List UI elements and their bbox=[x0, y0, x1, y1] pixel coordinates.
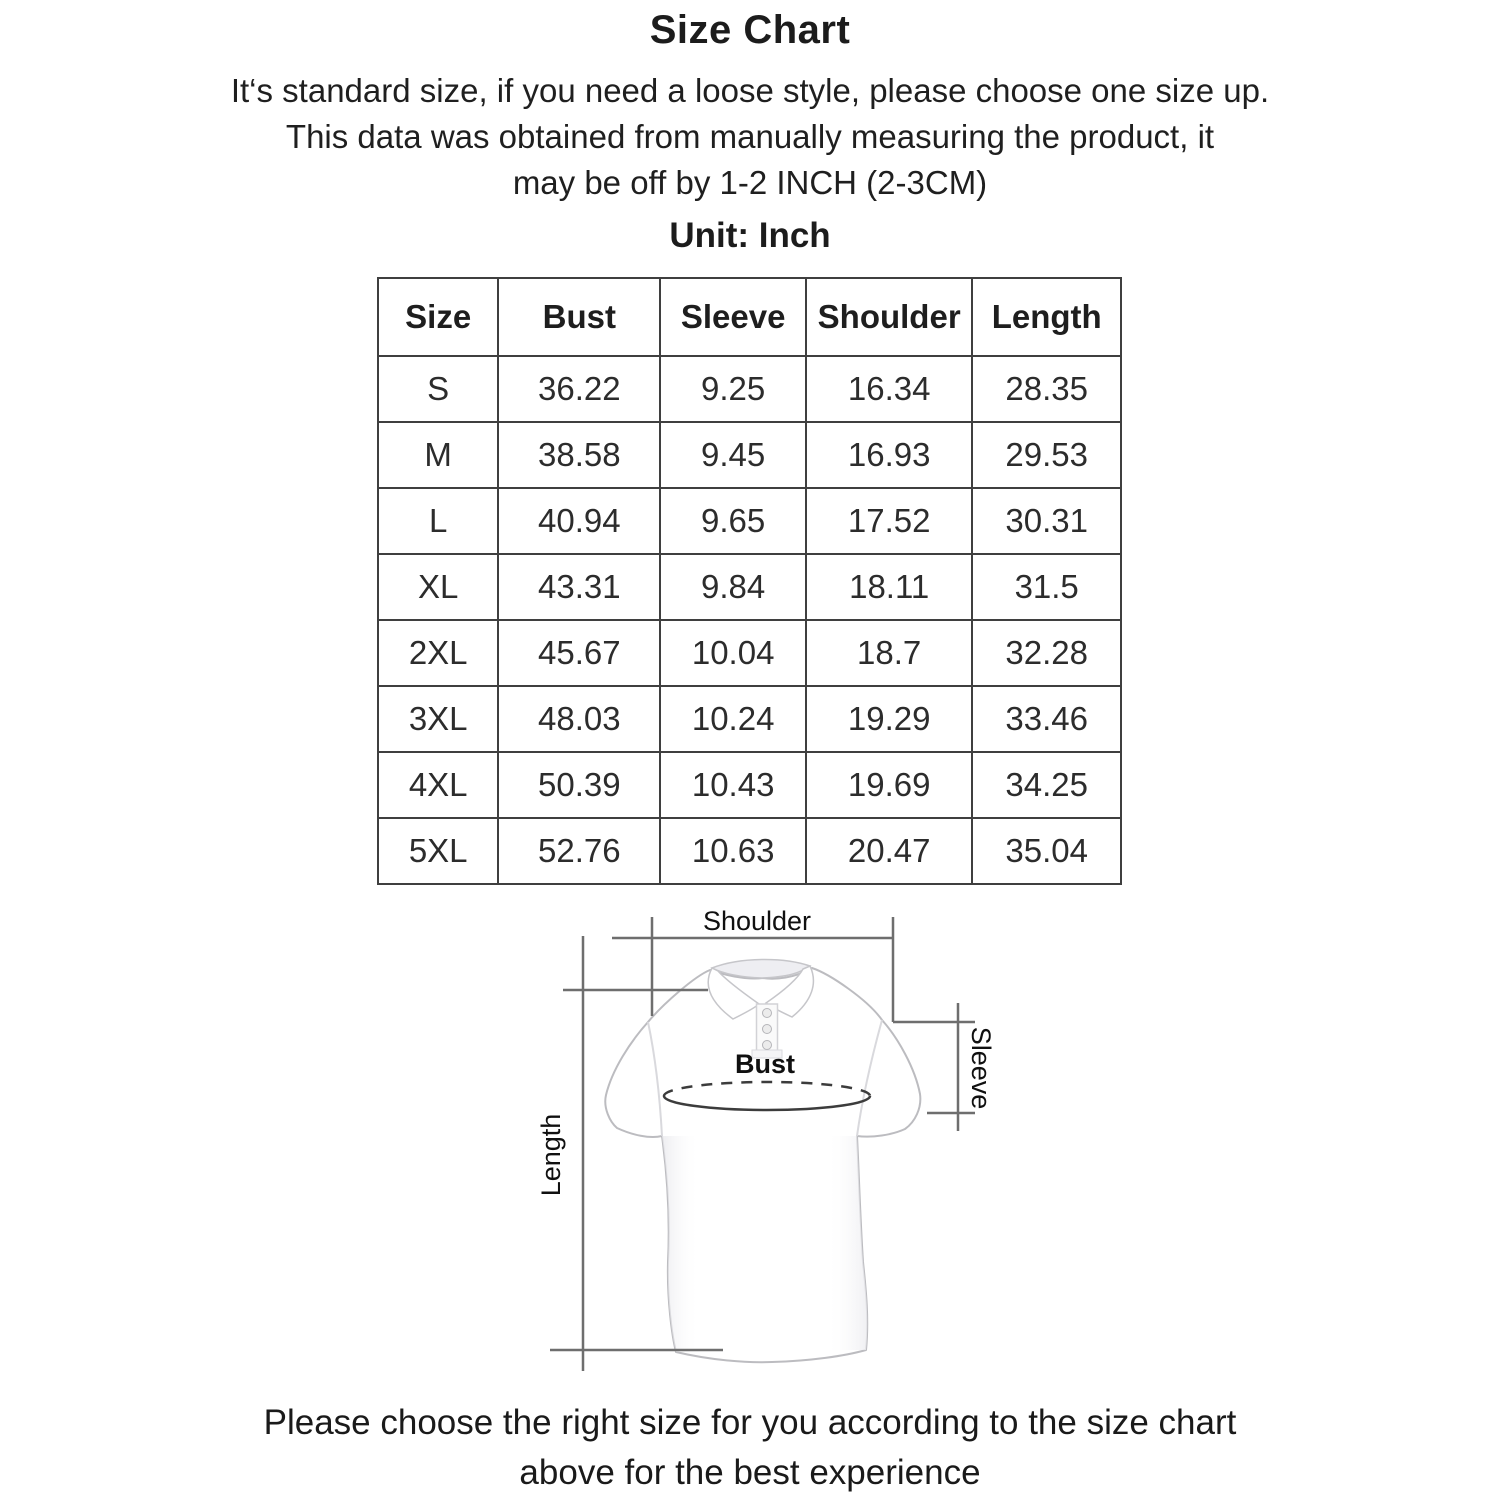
description-line: It‘s standard size, if you need a loose style, please choose one size up. bbox=[230, 72, 1270, 109]
table-row bbox=[378, 554, 1121, 620]
table-cell: 9.45 bbox=[660, 422, 806, 488]
table-cell: 52.76 bbox=[498, 818, 660, 884]
size-table bbox=[377, 277, 1122, 885]
description-line: This data was obtained from manually measuring the product, it bbox=[285, 118, 1215, 155]
table-cell: 10.43 bbox=[660, 752, 806, 818]
table-cell: 5XL bbox=[378, 818, 498, 884]
button bbox=[763, 1009, 772, 1018]
size-table-container bbox=[377, 277, 1122, 885]
table-cell: 38.58 bbox=[498, 422, 660, 488]
table-cell: S bbox=[378, 356, 498, 422]
sleeve-label: Sleeve bbox=[966, 1026, 996, 1110]
footer-line: Please choose the right size for you according to the size chart bbox=[263, 1403, 1237, 1442]
table-row bbox=[378, 356, 1121, 422]
table-row bbox=[378, 752, 1121, 818]
table-cell: 40.94 bbox=[498, 488, 660, 554]
polo-shirt-illustration bbox=[605, 959, 920, 1362]
table-cell: 4XL bbox=[378, 752, 498, 818]
table-cell: 9.65 bbox=[660, 488, 806, 554]
table-cell: 50.39 bbox=[498, 752, 660, 818]
table-cell: 16.34 bbox=[806, 356, 972, 422]
table-cell: 3XL bbox=[378, 686, 498, 752]
table-row bbox=[378, 620, 1121, 686]
table-cell: 29.53 bbox=[972, 422, 1121, 488]
size-table-header-row bbox=[378, 278, 1121, 356]
table-cell: 32.28 bbox=[972, 620, 1121, 686]
page-title: Size Chart bbox=[649, 8, 851, 52]
table-cell: 43.31 bbox=[498, 554, 660, 620]
table-cell: L bbox=[378, 488, 498, 554]
size-description bbox=[0, 68, 1500, 206]
table-cell: 9.84 bbox=[660, 554, 806, 620]
table-cell: M bbox=[378, 422, 498, 488]
column-header: Bust bbox=[498, 278, 660, 356]
column-header: Shoulder bbox=[806, 278, 972, 356]
column-header: Sleeve bbox=[660, 278, 806, 356]
table-cell: 10.04 bbox=[660, 620, 806, 686]
table-cell: 10.24 bbox=[660, 686, 806, 752]
description-line: may be off by 1-2 INCH (2-3CM) bbox=[512, 164, 988, 201]
bust-label: Bust bbox=[735, 1049, 795, 1079]
table-row bbox=[378, 686, 1121, 752]
table-cell: 2XL bbox=[378, 620, 498, 686]
table-cell: 9.25 bbox=[660, 356, 806, 422]
table-cell: 34.25 bbox=[972, 752, 1121, 818]
table-cell: 48.03 bbox=[498, 686, 660, 752]
unit-label: Unit: Inch bbox=[669, 216, 831, 255]
table-cell: XL bbox=[378, 554, 498, 620]
table-cell: 18.7 bbox=[806, 620, 972, 686]
column-header: Size bbox=[378, 278, 498, 356]
shoulder-label: Shoulder bbox=[702, 906, 812, 936]
footer-note bbox=[0, 1398, 1500, 1498]
table-row bbox=[378, 818, 1121, 884]
measurement-diagram bbox=[510, 895, 1010, 1395]
table-cell: 35.04 bbox=[972, 818, 1121, 884]
table-cell: 17.52 bbox=[806, 488, 972, 554]
footer-line: above for the best experience bbox=[519, 1453, 981, 1492]
table-cell: 30.31 bbox=[972, 488, 1121, 554]
table-cell: 19.29 bbox=[806, 686, 972, 752]
table-cell: 19.69 bbox=[806, 752, 972, 818]
length-label: Length bbox=[536, 1113, 566, 1197]
column-header: Length bbox=[972, 278, 1121, 356]
table-cell: 28.35 bbox=[972, 356, 1121, 422]
table-cell: 10.63 bbox=[660, 818, 806, 884]
button bbox=[763, 1025, 772, 1034]
table-cell: 36.22 bbox=[498, 356, 660, 422]
table-cell: 20.47 bbox=[806, 818, 972, 884]
table-cell: 16.93 bbox=[806, 422, 972, 488]
table-cell: 18.11 bbox=[806, 554, 972, 620]
table-row bbox=[378, 422, 1121, 488]
table-row bbox=[378, 488, 1121, 554]
size-table-body bbox=[378, 356, 1121, 884]
table-cell: 33.46 bbox=[972, 686, 1121, 752]
table-cell: 45.67 bbox=[498, 620, 660, 686]
table-cell: 31.5 bbox=[972, 554, 1121, 620]
